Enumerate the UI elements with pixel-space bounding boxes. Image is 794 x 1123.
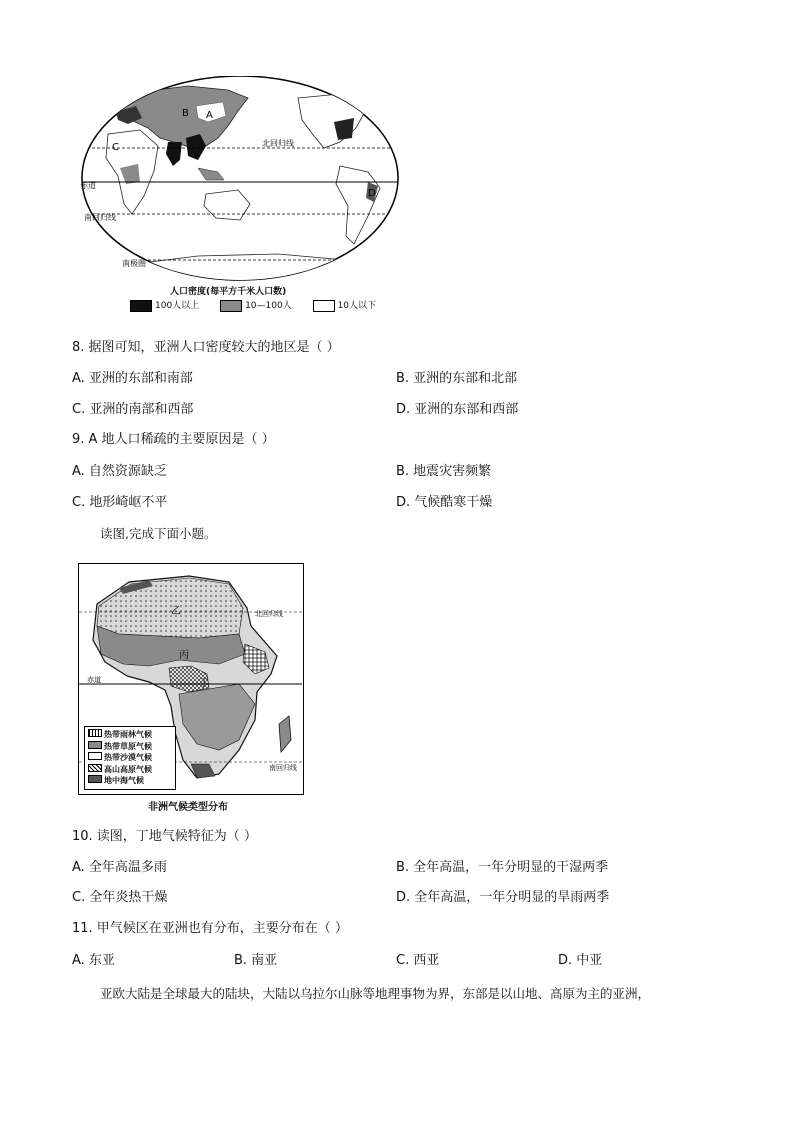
legend-item-medium: 10—100人 xyxy=(220,301,292,311)
africa-label-yi: 乙 xyxy=(171,606,181,617)
legend-swatch-desert xyxy=(88,752,102,760)
legend-swatch-dense xyxy=(130,300,152,312)
world-map-svg xyxy=(78,76,408,316)
instruction-text: 读图,完成下面小题。 xyxy=(100,526,217,541)
reading-paragraph: 亚欧大陆是全球最大的陆块，大陆以乌拉尔山脉等地理事物为界，东部是以山地、高原为主的亚洲， xyxy=(100,986,651,1001)
map-label-north-tropic: 北回归线 xyxy=(262,139,294,148)
question-10-stem: 10. 读图，丁地气候特征为（ ） xyxy=(72,829,257,844)
map-label-south-tropic: 南回归线 xyxy=(84,213,116,222)
legend-mediterranean: 地中海气候 xyxy=(88,775,172,787)
legend-swatch-highland xyxy=(88,764,102,772)
question-9-option-c[interactable]: C. 地形崎岖不平 xyxy=(72,495,168,510)
map-label-b: B xyxy=(182,108,189,119)
question-8-option-d[interactable]: D. 亚洲的东部和西部 xyxy=(396,402,519,417)
question-8-option-b[interactable]: B. 亚洲的东部和北部 xyxy=(396,371,518,386)
question-11-option-c[interactable]: C. 西亚 xyxy=(396,953,440,968)
question-8-option-a[interactable]: A. 亚洲的东部和南部 xyxy=(72,371,193,386)
africa-label-north-tropic: 北回归线 xyxy=(255,610,283,618)
legend-item-dense: 100人以上 xyxy=(130,301,199,311)
question-9-option-b[interactable]: B. 地震灾害频繁 xyxy=(396,464,492,479)
world-map-legend xyxy=(130,298,376,312)
africa-label-ding: 丁 xyxy=(199,678,209,689)
question-10-option-d[interactable]: D. 全年高温，一年分明显的旱雨两季 xyxy=(396,890,610,905)
legend-swatch-sparse xyxy=(313,300,335,312)
question-9-stem: 9. A 地人口稀疏的主要原因是（ ） xyxy=(72,432,275,447)
legend-swatch-rainforest xyxy=(88,729,102,737)
map-label-d: D xyxy=(368,188,376,199)
question-9-option-a[interactable]: A. 自然资源缺乏 xyxy=(72,464,167,479)
map-label-antarctic: 南极圈 xyxy=(122,259,146,268)
question-11-option-d[interactable]: D. 中亚 xyxy=(558,953,603,968)
africa-map-caption: 非洲气候类型分布 xyxy=(148,802,228,813)
africa-label-bing: 丙 xyxy=(179,650,189,661)
legend-swatch-mediterranean xyxy=(88,775,102,783)
map-label-equator: 赤道 xyxy=(80,181,96,190)
question-8-option-c[interactable]: C. 亚洲的南部和西部 xyxy=(72,402,194,417)
question-11-option-a[interactable]: A. 东亚 xyxy=(72,953,115,968)
legend-savanna: 热带草原气候 xyxy=(88,741,172,753)
world-population-map xyxy=(78,76,408,316)
legend-highland: 高山高原气候 xyxy=(88,764,172,776)
map-label-a: A xyxy=(206,110,213,121)
africa-label-south-tropic: 南回归线 xyxy=(269,764,297,772)
legend-item-sparse: 10人以下 xyxy=(313,301,376,311)
legend-rainforest: 热带雨林气候 xyxy=(88,729,172,741)
question-11-option-b[interactable]: B. 南亚 xyxy=(234,953,278,968)
world-map-legend-title: 人口密度(每平方千米人口数) xyxy=(170,287,287,297)
question-10-option-b[interactable]: B. 全年高温，一年分明显的干湿两季 xyxy=(396,860,609,875)
legend-swatch-savanna xyxy=(88,741,102,749)
legend-desert: 热带沙漠气候 xyxy=(88,752,172,764)
question-10-option-a[interactable]: A. 全年高温多雨 xyxy=(72,860,167,875)
question-9-option-d[interactable]: D. 气候酷寒干燥 xyxy=(396,495,493,510)
question-10-option-c[interactable]: C. 全年炎热干燥 xyxy=(72,890,168,905)
map-label-c: C xyxy=(112,142,119,153)
question-11-stem: 11. 甲气候区在亚洲也有分布，主要分布在（ ） xyxy=(72,921,348,936)
legend-swatch-medium xyxy=(220,300,242,312)
africa-label-equator: 赤道 xyxy=(87,676,101,684)
africa-map-legend xyxy=(84,726,176,790)
question-8-stem: 8. 据图可知，亚洲人口密度较大的地区是（ ） xyxy=(72,340,340,355)
